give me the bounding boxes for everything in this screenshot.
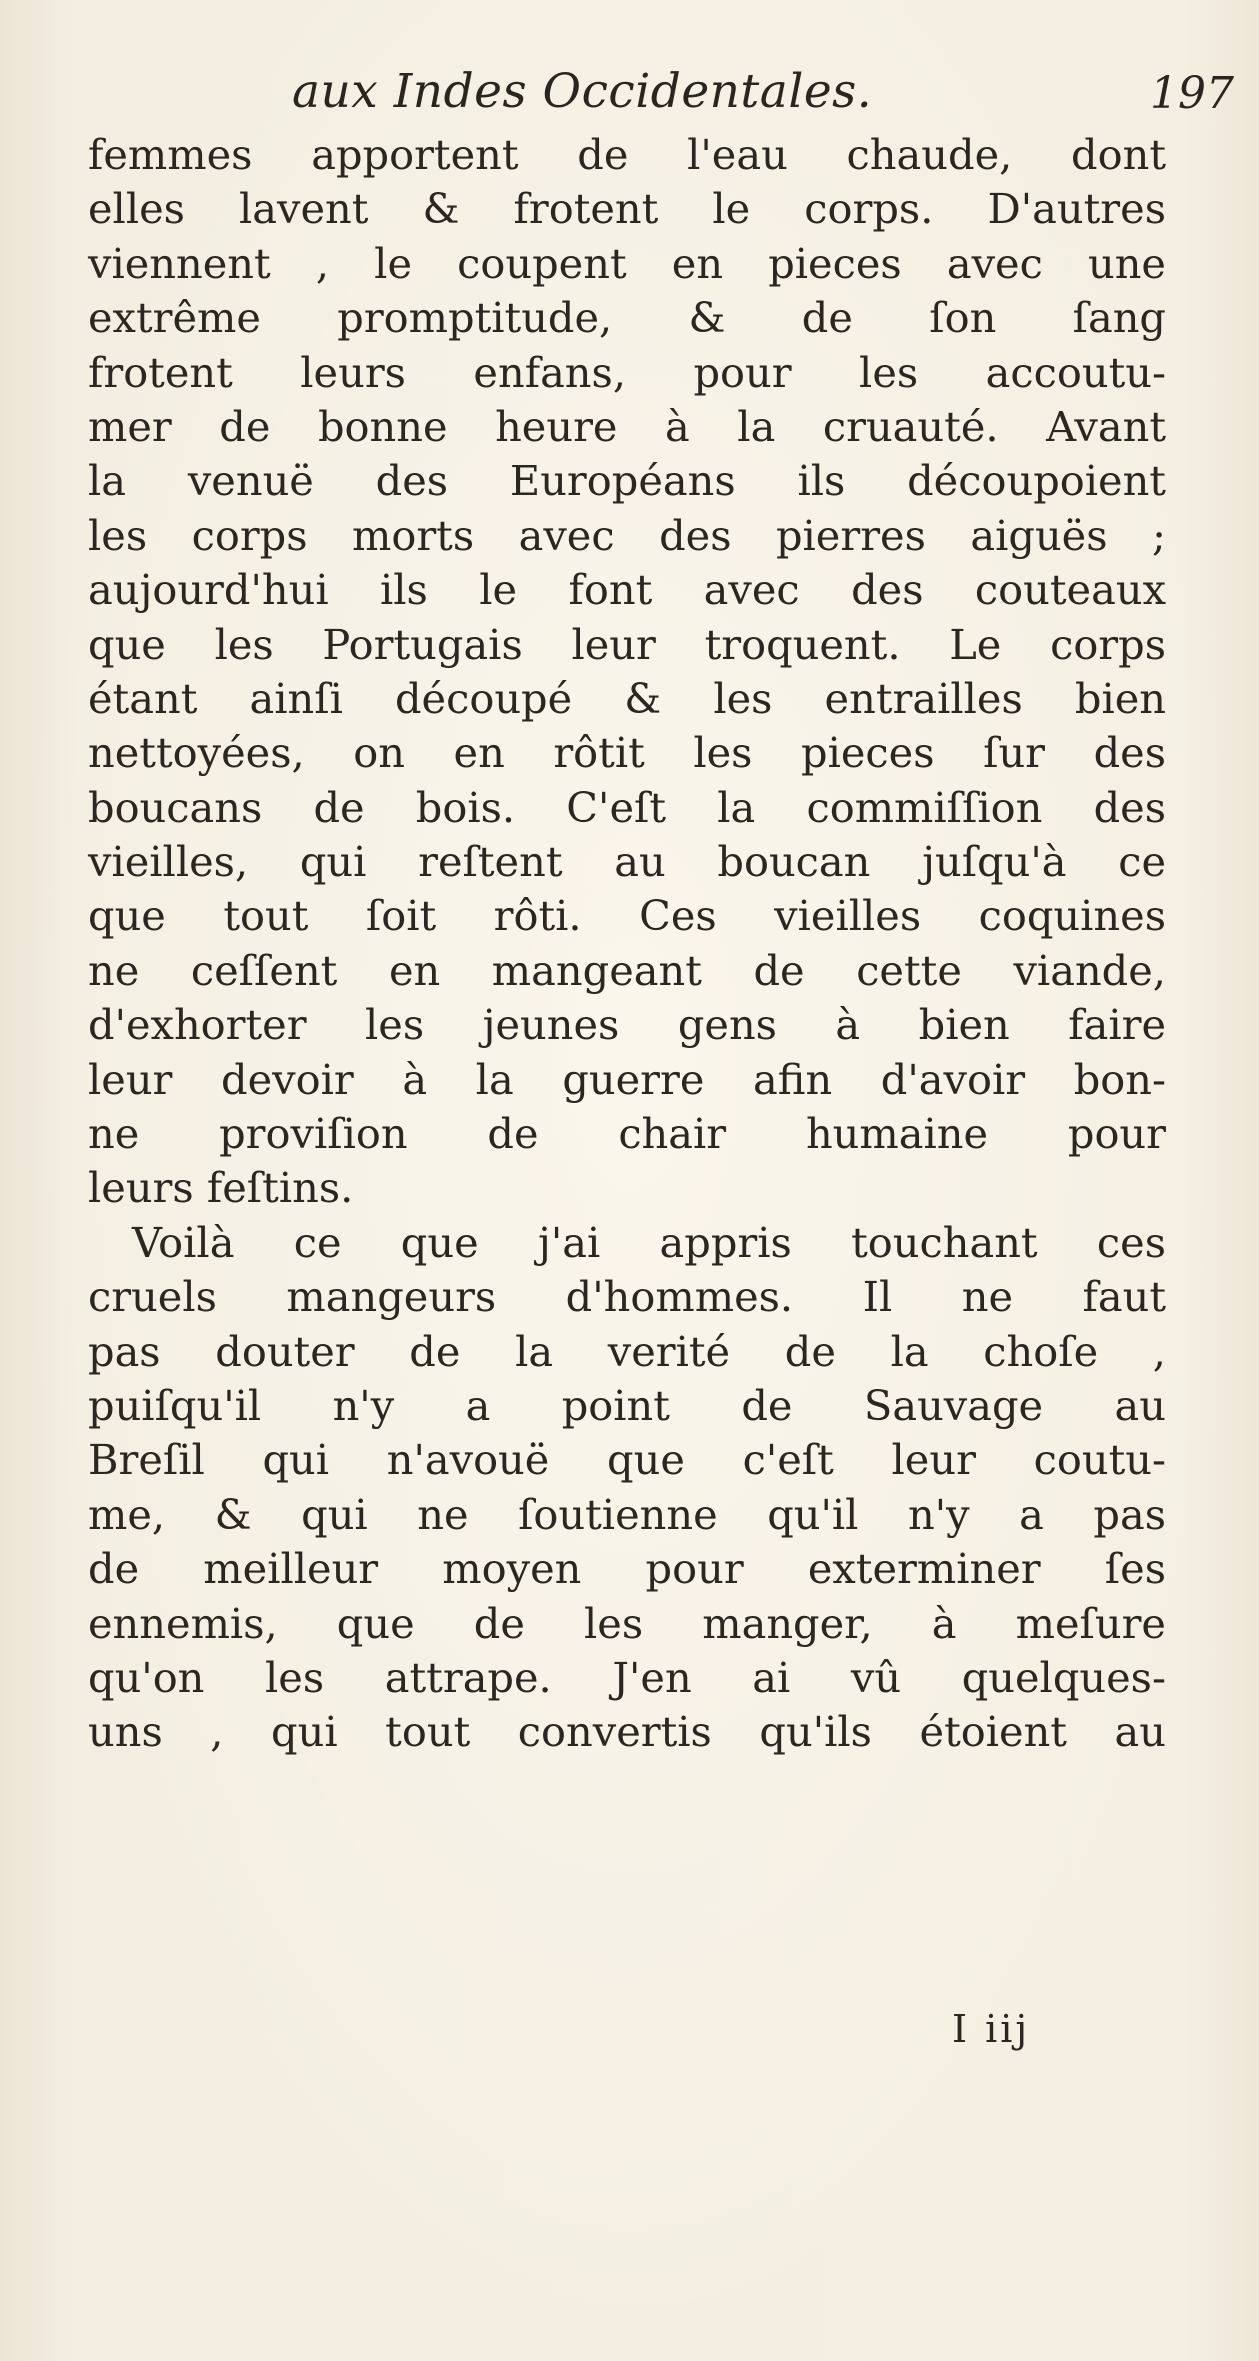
text-line: leurs feſtins. (88, 1163, 354, 1213)
text-line: les corps morts avec des pierres aiguës ; (88, 510, 1166, 560)
text-line: leur devoir à la guerre afin d'avoir bon- (88, 1054, 1166, 1104)
text-line: étant ainſi découpé & les entrailles bien (88, 673, 1166, 723)
text-line: Voilà ce que j'ai appris touchant ces (132, 1217, 1166, 1267)
page-header (0, 64, 1259, 134)
running-title: aux Indes Occidentales. (292, 64, 873, 119)
text-line: frotent leurs enfans, pour les accoutu- (88, 347, 1166, 397)
text-line: nettoyées, on en rôtit les pieces ſur des (88, 728, 1166, 778)
text-line: de meilleur moyen pour exterminer ſes (88, 1544, 1166, 1594)
text-line: vieilles, qui reſtent au boucan juſqu'à ce (88, 837, 1166, 887)
text-line: femmes apportent de l'eau chaude, dont (88, 130, 1166, 179)
text-line: viennent , le coupent en pieces avec une (88, 238, 1166, 288)
text-line: qu'on les attrape. J'en ai vû quelques- (88, 1652, 1166, 1702)
paragraph-1 (88, 128, 1166, 1216)
page-number: 197 (1150, 68, 1234, 119)
text-line: uns , qui tout convertis qu'ils étoient au (88, 1707, 1166, 1757)
text-line: aujourd'hui ils le font avec des couteaux (88, 565, 1166, 615)
text-line: ne proviſion de chair humaine pour (88, 1109, 1166, 1159)
text-line: me, & qui ne ſoutienne qu'il n'y a pas (88, 1489, 1166, 1539)
text-line: Breſil qui n'avouë que c'eſt leur coutu- (88, 1435, 1166, 1485)
text-line: elles lavent & frotent le corps. D'autres (88, 184, 1166, 234)
text-line: boucans de bois. C'eſt la commiſſion des (88, 782, 1166, 832)
text-line: extrême promptitude, & de ſon ſang (88, 293, 1166, 343)
text-line: cruels mangeurs d'hommes. Il ne faut (88, 1272, 1166, 1322)
text-line: que les Portugais leur troquent. Le corps (88, 619, 1166, 669)
paragraph-2 (88, 1216, 1166, 1760)
text-line: que tout ſoit rôti. Ces vieilles coquines (88, 891, 1166, 941)
text-line: ne ceſſent en mangeant de cette viande, (88, 945, 1166, 995)
text-line: la venuë des Européans ils découpoient (88, 456, 1166, 506)
body-text (88, 128, 1166, 1760)
text-line: mer de bonne heure à la cruauté. Avant (88, 401, 1166, 451)
text-line: d'exhorter les jeunes gens à bien faire (88, 1000, 1166, 1050)
text-line: pas douter de la verité de la choſe , (88, 1326, 1166, 1376)
text-line: puiſqu'il n'y a point de Sauvage au (88, 1380, 1166, 1430)
signature-mark: I iij (952, 2007, 1031, 2051)
text-line: ennemis, que de les manger, à meſure (88, 1598, 1166, 1648)
